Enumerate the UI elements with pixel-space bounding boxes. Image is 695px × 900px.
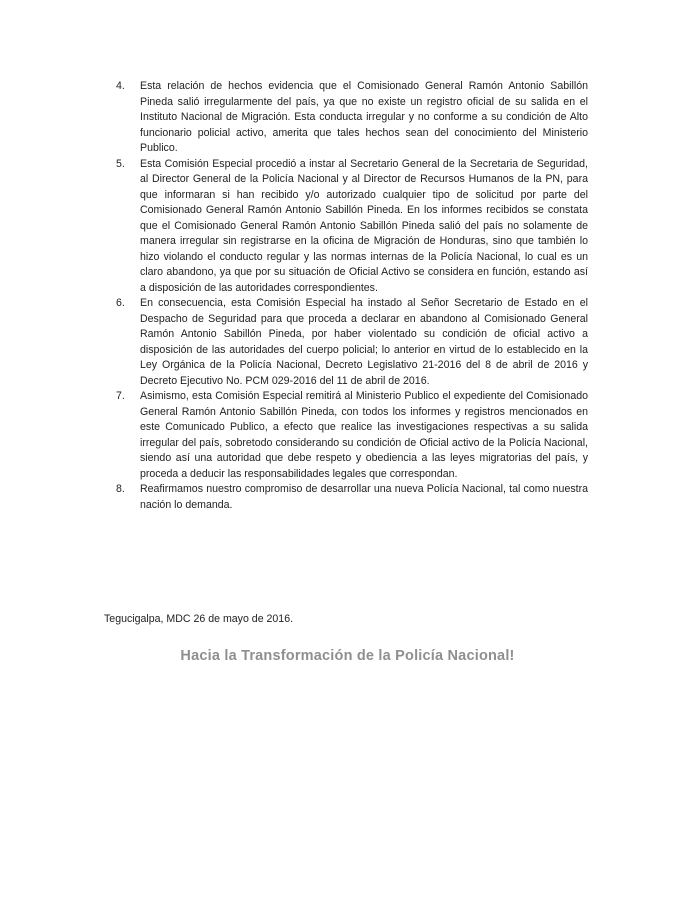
item-text: Esta Comisión Especial procedió a instar al Secretario General de la Secretaria de Seguridad, al Director General de la Policía Nacional y al Director de Recursos Humanos de la PN, para que informaran si han recibido y/o autorizado cualquier tipo de solicitud por parte del Comisionado General Ramón Antonio Sabillón Pineda. En los informes recibidos se constata que el Comisionado General Ramón Antonio Sabillón Pineda salió del país no solamente de manera irregular sin registrarse en la oficina de Migración de Honduras, sino que también lo hizo violando el conducto regular y las normas internas de la Policía Nacional, lo cual es un claro abandono, ya que por su situación de Oficial Activo se considera en función, estando así a disposición de las autoridades correspondientes. xyxy=(140,157,588,294)
place-date-signoff: Tegucigalpa, MDC 26 de mayo de 2016. xyxy=(104,613,294,625)
list-item xyxy=(108,79,588,157)
item-text: En consecuencia, esta Comisión Especial ha instado al Señor Secretario de Estado en el Despacho de Seguridad para que proceda a declarar en abandono al Comisionado General Ramón Antonio Sabillón Pineda, por haber violentado su condición de oficial activo a disposición de las autoridades del cuerpo policial; lo anterior en virtud de lo establecido en la Ley Orgánica de la Policía Nacional, Decreto Legislativo 21-2016 del 8 de abril de 2016 y Decreto Ejecutivo No. PCM 029-2016 del 11 de abril de 2016. xyxy=(140,297,588,387)
item-text: Reafirmamos nuestro compromiso de desarrollar una nueva Policía Nacional, tal como nuestra nación lo demanda. xyxy=(140,483,588,511)
closing-motto: Hacia la Transformación de la Policía Nacional! xyxy=(180,648,515,664)
item-text: Esta relación de hechos evidencia que el Comisionado General Ramón Antonio Sabillón Pineda salió irregularmente del país, ya que no existe un registro oficial de su salida en el Instituto Nacional de Migración. Esta conducta irregular y no conforme a su condición de Alto funcionario policial activo, amerita que tales hechos sean del conocimiento del Ministerio Publico. xyxy=(140,80,588,154)
list-item xyxy=(108,157,588,297)
item-number: 7. xyxy=(116,390,125,402)
list-item xyxy=(108,296,588,389)
numbered-list xyxy=(108,79,588,513)
item-number: 6. xyxy=(116,297,125,309)
list-item xyxy=(108,482,588,513)
item-number: 8. xyxy=(116,483,125,495)
item-number: 4. xyxy=(116,80,125,92)
list-item xyxy=(108,389,588,482)
item-text: Asimismo, esta Comisión Especial remitirá al Ministerio Publico el expediente del Comisionado General Ramón Antonio Sabillón Pineda, con todos los informes y registros mencionados en este Comunicado Publico, a efecto que realice las investigaciones respectivas a su salida irregular del país, sobretodo considerando su condición de Oficial activo de la Policía Nacional, siendo así una autoridad que debe respeto y obediencia a las leyes migratorias del país, y proceda a deducir las responsabilidades legales que correspondan. xyxy=(140,390,588,480)
item-number: 5. xyxy=(116,157,125,170)
